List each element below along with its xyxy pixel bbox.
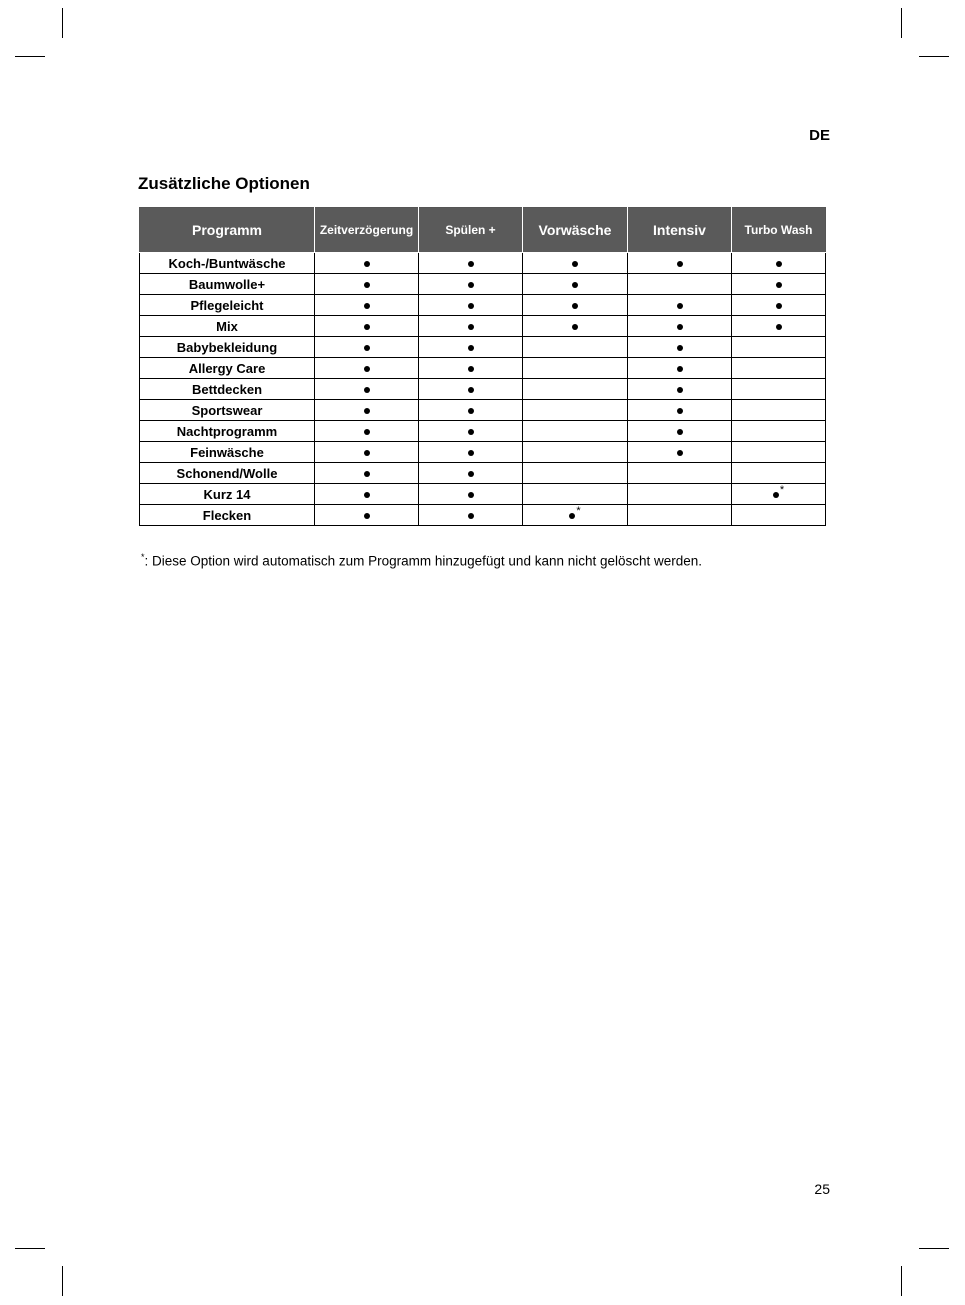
option-cell	[419, 316, 523, 337]
option-cell	[628, 337, 732, 358]
option-cell	[315, 253, 419, 274]
option-cell	[419, 295, 523, 316]
available-dot-icon	[364, 303, 370, 309]
table-row	[140, 400, 826, 421]
option-cell	[419, 442, 523, 463]
available-dot-icon	[364, 429, 370, 435]
program-name: Nachtprogramm	[140, 421, 315, 442]
option-cell	[315, 274, 419, 295]
available-dot-icon	[468, 429, 474, 435]
table-row	[140, 253, 826, 274]
available-dot-icon	[776, 303, 782, 309]
option-cell	[523, 274, 628, 295]
program-name: Bettdecken	[140, 379, 315, 400]
crop-mark	[15, 1248, 45, 1249]
option-cell	[732, 274, 826, 295]
program-name: Schonend/Wolle	[140, 463, 315, 484]
option-cell	[628, 421, 732, 442]
available-dot-icon	[773, 492, 779, 498]
option-cell	[419, 253, 523, 274]
option-cell	[419, 400, 523, 421]
program-name: Flecken	[140, 505, 315, 526]
table-row	[140, 274, 826, 295]
page-number: 25	[814, 1181, 830, 1197]
available-dot-icon	[572, 303, 578, 309]
available-dot-icon	[364, 471, 370, 477]
column-header-spuelen-plus: Spülen +	[419, 208, 523, 253]
table-row	[140, 358, 826, 379]
option-cell	[419, 337, 523, 358]
available-dot-icon	[468, 261, 474, 267]
option-cell	[315, 421, 419, 442]
option-cell	[419, 379, 523, 400]
available-dot-icon	[572, 282, 578, 288]
option-cell	[523, 337, 628, 358]
option-cell	[732, 463, 826, 484]
available-dot-icon	[364, 345, 370, 351]
available-dot-icon	[677, 261, 683, 267]
table-row	[140, 442, 826, 463]
table-body	[140, 253, 826, 526]
option-cell	[523, 442, 628, 463]
program-name: Feinwäsche	[140, 442, 315, 463]
option-cell	[732, 253, 826, 274]
crop-mark	[901, 1266, 902, 1296]
option-cell	[732, 316, 826, 337]
available-dot-icon	[569, 513, 575, 519]
table-row	[140, 505, 826, 526]
automatic-marker: *	[779, 483, 785, 496]
option-cell	[419, 484, 523, 505]
program-name: Allergy Care	[140, 358, 315, 379]
available-dot-icon	[468, 366, 474, 372]
option-cell	[315, 400, 419, 421]
column-header-intensiv: Intensiv	[628, 208, 732, 253]
option-cell	[315, 442, 419, 463]
available-dot-icon	[677, 324, 683, 330]
option-cell	[523, 316, 628, 337]
option-cell	[315, 358, 419, 379]
option-cell	[315, 337, 419, 358]
available-dot-icon	[677, 429, 683, 435]
available-dot-icon	[468, 513, 474, 519]
option-cell	[315, 463, 419, 484]
available-dot-icon	[364, 324, 370, 330]
language-code: DE	[809, 127, 830, 144]
option-cell	[628, 505, 732, 526]
option-cell	[523, 463, 628, 484]
column-header-zeitverzoegerung: Zeitverzögerung	[315, 208, 419, 253]
option-cell	[523, 400, 628, 421]
option-cell	[628, 316, 732, 337]
option-cell	[628, 484, 732, 505]
option-cell	[732, 505, 826, 526]
option-cell	[732, 421, 826, 442]
program-name: Mix	[140, 316, 315, 337]
option-cell	[628, 253, 732, 274]
option-cell	[315, 484, 419, 505]
column-header-programm: Programm	[140, 208, 315, 253]
table-header-row	[140, 208, 826, 253]
table-row	[140, 463, 826, 484]
option-cell	[628, 400, 732, 421]
available-dot-icon	[776, 282, 782, 288]
available-dot-icon	[364, 387, 370, 393]
option-cell	[628, 379, 732, 400]
available-dot-icon	[677, 450, 683, 456]
available-dot-icon	[468, 303, 474, 309]
table-row	[140, 421, 826, 442]
available-dot-icon	[364, 513, 370, 519]
option-cell	[315, 295, 419, 316]
available-dot-icon	[364, 261, 370, 267]
program-name: Baumwolle+	[140, 274, 315, 295]
available-dot-icon	[364, 492, 370, 498]
available-dot-icon	[364, 450, 370, 456]
available-dot-icon	[468, 345, 474, 351]
table-row	[140, 379, 826, 400]
option-cell	[523, 421, 628, 442]
column-header-turbo-wash: Turbo Wash	[732, 208, 826, 253]
option-cell	[523, 253, 628, 274]
table-row	[140, 295, 826, 316]
section-title: Zusätzliche Optionen	[138, 174, 310, 193]
option-cell	[628, 295, 732, 316]
option-cell	[419, 358, 523, 379]
available-dot-icon	[677, 366, 683, 372]
table-row	[140, 337, 826, 358]
available-dot-icon	[572, 324, 578, 330]
program-name: Pflegeleicht	[140, 295, 315, 316]
available-dot-icon	[468, 282, 474, 288]
program-name: Koch-/Buntwäsche	[140, 253, 315, 274]
option-cell	[315, 379, 419, 400]
option-cell	[628, 358, 732, 379]
available-dot-icon	[677, 303, 683, 309]
automatic-marker: *	[576, 504, 581, 517]
option-cell	[523, 358, 628, 379]
program-name: Kurz 14	[140, 484, 315, 505]
available-dot-icon	[468, 408, 474, 414]
crop-mark	[62, 8, 63, 38]
option-cell	[523, 484, 628, 505]
available-dot-icon	[364, 408, 370, 414]
option-cell	[315, 505, 419, 526]
option-cell	[419, 421, 523, 442]
program-name: Babybekleidung	[140, 337, 315, 358]
option-cell	[628, 274, 732, 295]
available-dot-icon	[468, 387, 474, 393]
option-cell	[523, 295, 628, 316]
available-dot-icon	[776, 324, 782, 330]
crop-mark	[62, 1266, 63, 1296]
option-cell	[628, 463, 732, 484]
crop-mark	[919, 56, 949, 57]
option-cell	[419, 505, 523, 526]
options-table	[139, 207, 826, 526]
footnote	[141, 552, 702, 569]
crop-mark	[15, 56, 45, 57]
crop-mark	[901, 8, 902, 38]
option-cell	[732, 358, 826, 379]
option-cell	[732, 442, 826, 463]
option-cell	[523, 505, 628, 526]
footnote-text: : Diese Option wird automatisch zum Programm hinzugefügt und kann nicht gelöscht werden.	[144, 553, 703, 569]
option-cell	[419, 463, 523, 484]
available-dot-icon	[468, 450, 474, 456]
option-cell	[315, 316, 419, 337]
option-cell	[628, 442, 732, 463]
table-row	[140, 316, 826, 337]
option-cell	[732, 295, 826, 316]
footnote-marker: *	[141, 552, 145, 562]
option-cell	[732, 400, 826, 421]
available-dot-icon	[677, 345, 683, 351]
available-dot-icon	[468, 324, 474, 330]
table-row	[140, 484, 826, 505]
available-dot-icon	[572, 261, 578, 267]
column-header-vorwaesche: Vorwäsche	[523, 208, 628, 253]
available-dot-icon	[677, 387, 683, 393]
option-cell	[732, 379, 826, 400]
available-dot-icon	[468, 471, 474, 477]
available-dot-icon	[677, 408, 683, 414]
available-dot-icon	[364, 282, 370, 288]
option-cell	[732, 484, 826, 505]
program-name: Sportswear	[140, 400, 315, 421]
option-cell	[419, 274, 523, 295]
available-dot-icon	[364, 366, 370, 372]
available-dot-icon	[468, 492, 474, 498]
option-cell	[732, 337, 826, 358]
crop-mark	[919, 1248, 949, 1249]
available-dot-icon	[776, 261, 782, 267]
option-cell	[523, 379, 628, 400]
